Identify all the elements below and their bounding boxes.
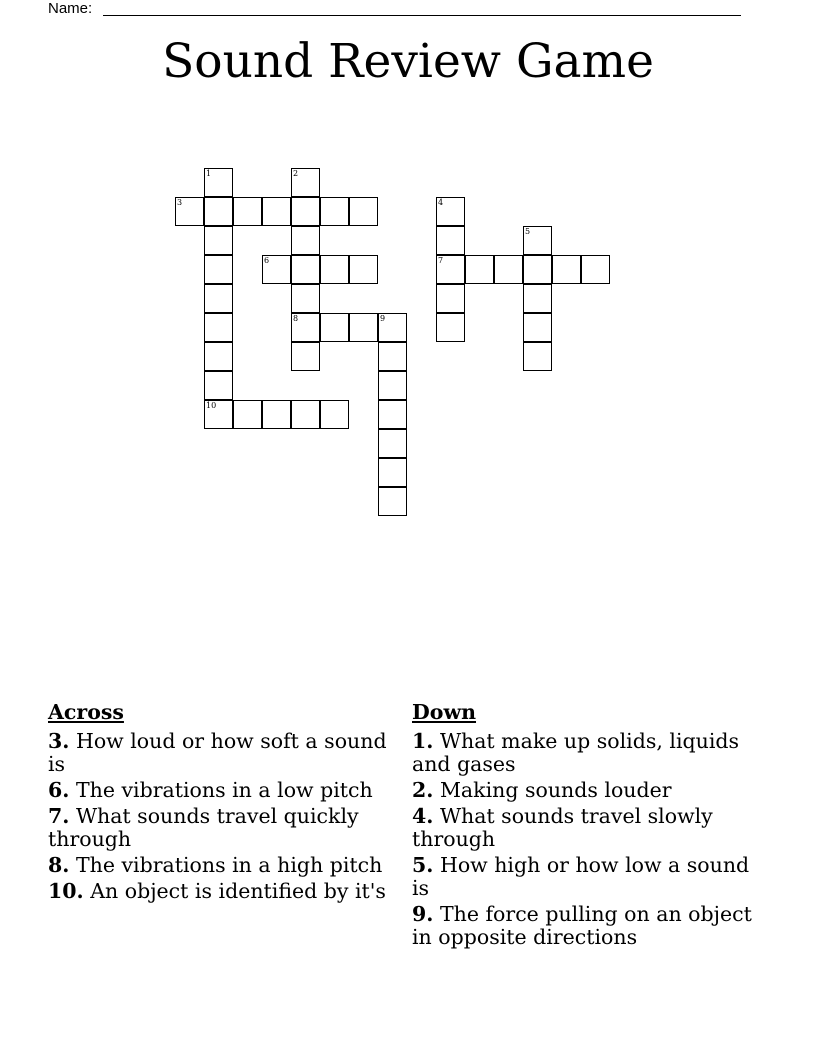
crossword-cell[interactable] bbox=[262, 255, 291, 284]
across-clue bbox=[48, 805, 398, 851]
clue-number: 8. bbox=[48, 853, 70, 877]
clue-number-label: 3 bbox=[177, 198, 183, 207]
clue-text: How loud or how soft a sound is bbox=[48, 729, 387, 776]
across-clue bbox=[48, 880, 398, 903]
clue-number: 1. bbox=[412, 729, 434, 753]
crossword-cell[interactable] bbox=[523, 255, 552, 284]
crossword-cell[interactable] bbox=[349, 313, 378, 342]
down-clue bbox=[412, 779, 752, 802]
across-clue bbox=[48, 730, 398, 776]
crossword-cell[interactable] bbox=[349, 197, 378, 226]
crossword-cell[interactable] bbox=[436, 255, 465, 284]
clue-number-label: 1 bbox=[206, 169, 212, 178]
crossword-cell[interactable] bbox=[436, 197, 465, 226]
down-heading: Down bbox=[412, 700, 477, 724]
name-label: Name: bbox=[48, 0, 93, 17]
clue-number: 10. bbox=[48, 879, 84, 903]
crossword-cell[interactable] bbox=[204, 197, 233, 226]
across-clues bbox=[48, 701, 398, 906]
crossword-cell[interactable] bbox=[378, 458, 407, 487]
down-clues bbox=[412, 701, 752, 952]
clue-text: The vibrations in a high pitch bbox=[75, 853, 383, 877]
clue-number: 5. bbox=[412, 853, 434, 877]
crossword-cell[interactable] bbox=[320, 400, 349, 429]
crossword-cell[interactable] bbox=[378, 342, 407, 371]
clue-number-label: 8 bbox=[293, 314, 299, 323]
crossword-cell[interactable] bbox=[291, 168, 320, 197]
crossword-cell[interactable] bbox=[378, 313, 407, 342]
across-clue bbox=[48, 779, 398, 802]
crossword-cell[interactable] bbox=[581, 255, 610, 284]
crossword-cell[interactable] bbox=[204, 255, 233, 284]
clue-number: 3. bbox=[48, 729, 70, 753]
crossword-cell[interactable] bbox=[349, 255, 378, 284]
down-clue bbox=[412, 903, 752, 949]
clue-number: 6. bbox=[48, 778, 70, 802]
down-clue bbox=[412, 854, 752, 900]
crossword-cell[interactable] bbox=[262, 197, 291, 226]
down-clue bbox=[412, 805, 752, 851]
clue-number: 2. bbox=[412, 778, 434, 802]
clue-number-label: 2 bbox=[293, 169, 299, 178]
clue-number-label: 6 bbox=[264, 256, 270, 265]
clue-text: The force pulling on an object in opposite directions bbox=[412, 902, 752, 949]
crossword-cell[interactable] bbox=[320, 313, 349, 342]
crossword-cell[interactable] bbox=[175, 197, 204, 226]
page-title: Sound Review Game bbox=[162, 34, 654, 89]
crossword-cell[interactable] bbox=[494, 255, 523, 284]
crossword-cell[interactable] bbox=[291, 400, 320, 429]
clue-number: 7. bbox=[48, 804, 70, 828]
crossword-cell[interactable] bbox=[233, 197, 262, 226]
crossword-cell[interactable] bbox=[262, 400, 291, 429]
crossword-cell[interactable] bbox=[378, 400, 407, 429]
crossword-cell[interactable] bbox=[291, 284, 320, 313]
crossword-cell[interactable] bbox=[204, 342, 233, 371]
crossword-cell[interactable] bbox=[291, 197, 320, 226]
clue-number-label: 7 bbox=[438, 256, 444, 265]
clue-text: The vibrations in a low pitch bbox=[75, 778, 373, 802]
crossword-cell[interactable] bbox=[378, 487, 407, 516]
crossword-cell[interactable] bbox=[523, 226, 552, 255]
clue-number-label: 10 bbox=[206, 401, 217, 410]
crossword-cell[interactable] bbox=[552, 255, 581, 284]
clue-text: What make up solids, liquids and gases bbox=[412, 729, 740, 776]
clue-number-label: 5 bbox=[525, 227, 531, 236]
across-clue bbox=[48, 854, 398, 877]
crossword-cell[interactable] bbox=[204, 168, 233, 197]
crossword-cell[interactable] bbox=[204, 371, 233, 400]
crossword-cell[interactable] bbox=[291, 342, 320, 371]
clue-text: Making sounds louder bbox=[439, 778, 672, 802]
crossword-cell[interactable] bbox=[436, 226, 465, 255]
crossword-cell[interactable] bbox=[378, 429, 407, 458]
clue-text: What sounds travel slowly through bbox=[412, 804, 713, 851]
crossword-cell[interactable] bbox=[204, 284, 233, 313]
crossword-cell[interactable] bbox=[204, 226, 233, 255]
crossword-cell[interactable] bbox=[523, 313, 552, 342]
clue-number: 9. bbox=[412, 902, 434, 926]
crossword-cell[interactable] bbox=[233, 400, 262, 429]
crossword-cell[interactable] bbox=[320, 197, 349, 226]
clue-text: How high or how low a sound is bbox=[412, 853, 750, 900]
clue-number-label: 4 bbox=[438, 198, 444, 207]
crossword-cell[interactable] bbox=[378, 371, 407, 400]
crossword-cell[interactable] bbox=[291, 313, 320, 342]
down-clue bbox=[412, 730, 752, 776]
crossword-cell[interactable] bbox=[320, 255, 349, 284]
crossword-cell[interactable] bbox=[291, 255, 320, 284]
across-heading: Across bbox=[48, 700, 124, 724]
clue-text: An object is identified by it's bbox=[90, 879, 386, 903]
crossword-cell[interactable] bbox=[291, 226, 320, 255]
clue-number-label: 9 bbox=[380, 314, 386, 323]
clue-text: What sounds travel quickly through bbox=[48, 804, 359, 851]
crossword-cell[interactable] bbox=[523, 342, 552, 371]
crossword-cell[interactable] bbox=[436, 284, 465, 313]
crossword-cell[interactable] bbox=[204, 313, 233, 342]
clue-number: 4. bbox=[412, 804, 434, 828]
crossword-cell[interactable] bbox=[465, 255, 494, 284]
crossword-cell[interactable] bbox=[523, 284, 552, 313]
crossword-cell[interactable] bbox=[436, 313, 465, 342]
crossword-cell[interactable] bbox=[204, 400, 233, 429]
